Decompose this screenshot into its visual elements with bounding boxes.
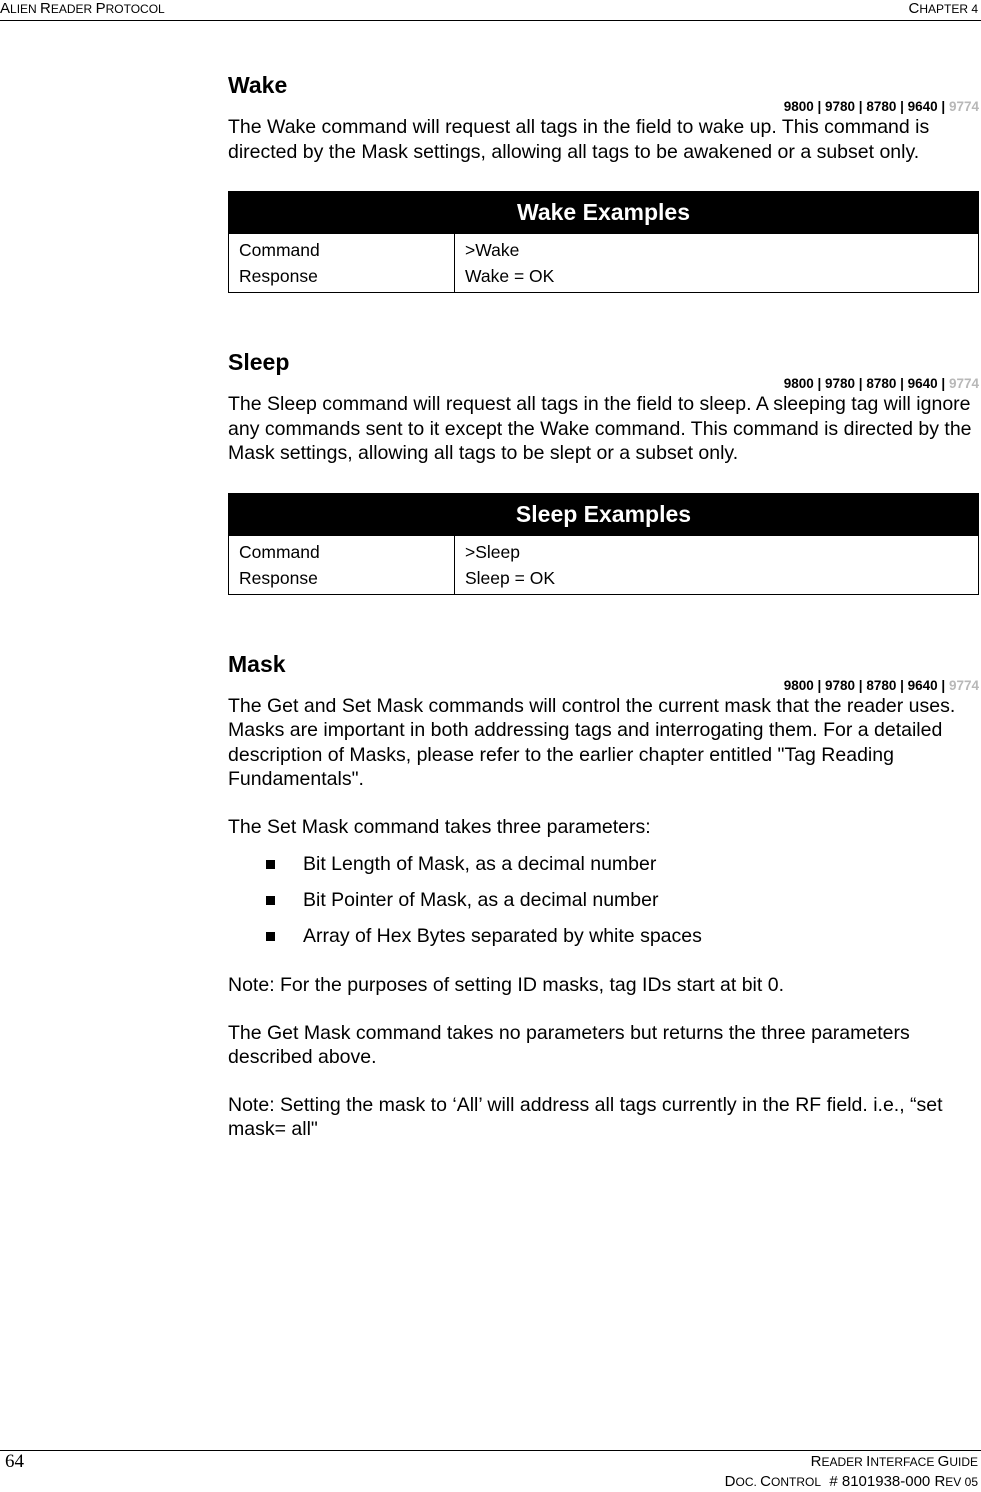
get-mask-description: The Get Mask command takes no parameters but returns the three parameters described above. xyxy=(228,1021,910,1068)
section-sleep xyxy=(228,347,979,595)
note-bit-zero: Note: For the purposes of setting ID masks, tag IDs start at bit 0. xyxy=(228,974,784,996)
table-title: Sleep Examples xyxy=(229,493,979,535)
table-title: Wake Examples xyxy=(229,192,979,234)
footer-doc-control: DOC. CONTROL # 8101938-000 REV 05 xyxy=(724,1473,978,1490)
square-bullet-icon xyxy=(266,860,275,869)
note-mask-all: Note: Setting the mask to ‘All’ will address all tags currently in the RF field. i.e., “set mask= all" xyxy=(228,1093,943,1140)
model-unsupported: 9774 xyxy=(948,99,979,114)
section-title: Mask xyxy=(228,650,286,677)
model-unsupported: 9774 xyxy=(948,677,979,693)
examples-table xyxy=(228,191,979,293)
section-body: The Wake command will request all tags in the field to wake up. This command is directed by the Mask settings, allowing all tags to be awakened or a subset only. xyxy=(228,116,930,163)
model-unsupported: 9774 xyxy=(948,376,979,391)
section-mask xyxy=(228,649,979,1142)
footer-doc-info xyxy=(725,1452,978,1492)
list-item: Bit Length of Mask, as a decimal number xyxy=(228,852,979,888)
table-values: >Wake Wake = OK xyxy=(455,234,979,293)
section-body: The Get and Set Mask commands will control the current mask that the reader uses. Masks are important in both addressing tags and interrogating them. For a detailed description of Masks, please refer to the earlier chapter entitled "Tag Reading Fundamentals". xyxy=(228,694,956,790)
section-wake xyxy=(228,70,979,293)
examples-table xyxy=(228,493,979,595)
section-title: Wake xyxy=(228,72,288,98)
running-header xyxy=(0,0,981,21)
list-item: Bit Pointer of Mask, as a decimal number xyxy=(228,888,979,924)
model-compatibility: 9800 | 9780 | 8780 | 9640 | 9774 xyxy=(783,99,979,114)
header-doc-title: ALIEN READER PROTOCOL xyxy=(0,0,165,17)
section-title: Sleep xyxy=(228,349,290,375)
header-chapter: CHAPTER 4 xyxy=(908,0,978,17)
parameter-list xyxy=(228,852,979,960)
page-content xyxy=(228,70,979,1142)
square-bullet-icon xyxy=(266,896,275,905)
list-item: Array of Hex Bytes separated by white spaces xyxy=(228,924,979,960)
model-compatibility: 9800 | 9780 | 8780 | 9640 | 9774 xyxy=(783,376,979,391)
table-labels: Command Response xyxy=(229,535,455,594)
square-bullet-icon xyxy=(266,932,275,941)
table-labels: Command Response xyxy=(229,234,455,293)
table-values: >Sleep Sleep = OK xyxy=(455,535,979,594)
footer-rule xyxy=(0,1450,981,1451)
section-body: The Sleep command will request all tags in the field to sleep. A sleeping tag will ignore any commands sent to it except the Wake command. This command is directed by the Mask settings, allowing all tags to be slept or a subset only. xyxy=(228,393,972,464)
params-intro: The Set Mask command takes three parameters: xyxy=(228,815,651,838)
model-compatibility: 9800 | 9780 | 8780 | 9640 | 9774 xyxy=(783,677,979,693)
footer-guide-title: READER INTERFACE GUIDE xyxy=(810,1453,978,1470)
page-number: 64 xyxy=(5,1451,24,1472)
